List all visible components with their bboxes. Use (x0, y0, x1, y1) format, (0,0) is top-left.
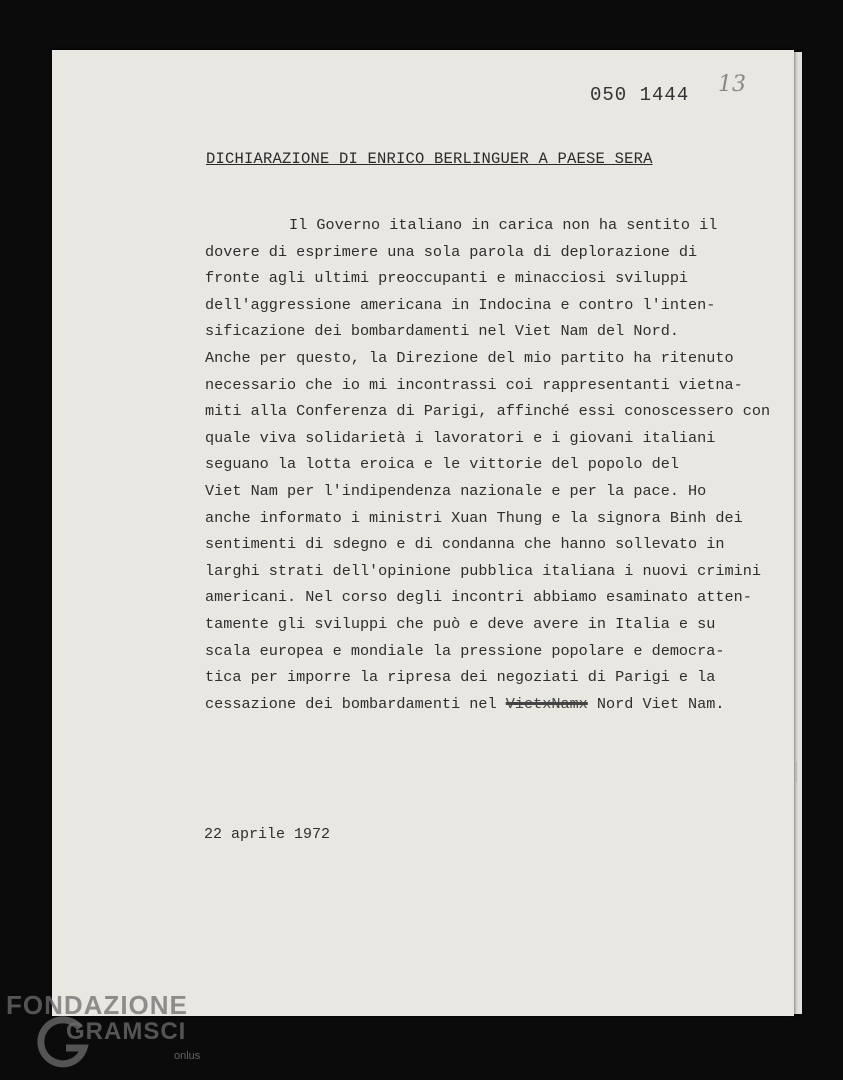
last-line-before: cessazione dei bombardamenti nel (205, 694, 506, 713)
body-line: Viet Nam per l'indipendenza nazionale e per la pace. Ho (205, 481, 707, 500)
watermark-line2: GRAMSCI (66, 1018, 187, 1045)
watermark-sub: onlus (174, 1050, 201, 1062)
body-line: americani. Nel corso degli incontri abbiamo esaminato atten- (205, 588, 752, 607)
body-line: larghi strati dell'opinione pubblica italiana i nuovi crimini (205, 561, 761, 580)
struck-out-text: VietxNamx (505, 694, 588, 713)
document-page (52, 50, 794, 1016)
body-line: dell'aggressione americana in Indocina e contro l'inten- (205, 295, 716, 314)
body-line: tica per imporre la ripresa dei negoziati di Parigi e la (205, 668, 716, 687)
body-line: sentimenti di sdegno e di condanna che hanno sollevato in (205, 535, 725, 554)
body-line: Anche per questo, la Direzione del mio partito ha ritenuto (205, 348, 734, 367)
last-line-after: Nord Viet Nam. (587, 694, 725, 713)
body-line: fronte agli ultimi preoccupanti e minacciosi sviluppi (205, 269, 689, 288)
body-line: anche informato i ministri Xuan Thung e la signora Binh dei (205, 508, 743, 527)
handwritten-page-number: 13 (718, 72, 746, 97)
document-body (205, 212, 795, 717)
body-line: sificazione dei bombardamenti nel Viet Nam del Nord. (205, 322, 679, 341)
body-line: tamente gli sviluppi che può e deve avere in Italia e su (205, 614, 716, 633)
body-line: miti alla Conferenza di Parigi, affinché essi conoscessero con (205, 402, 771, 421)
watermark-logo (6, 990, 226, 1080)
document-title: DICHIARAZIONE DI ENRICO BERLINGUER A PAESE SERA (206, 150, 653, 168)
body-line-last (205, 691, 795, 718)
body-line: quale viva solidarietà i lavoratori e i giovani italiani (205, 428, 716, 447)
body-line: dovere di esprimere una sola parola di deplorazione di (205, 242, 698, 261)
body-line: scala europea e mondiale la pressione popolare e democra- (205, 641, 725, 660)
pencil-mark (796, 762, 797, 782)
body-line: seguano la lotta eroica e le vittorie del popolo del (205, 455, 679, 474)
watermark-line1: FONDAZIONE (6, 990, 188, 1020)
body-line: necessario che io mi incontrassi coi rappresentanti vietna- (205, 375, 743, 394)
body-line: Il Governo italiano in carica non ha sentito il (289, 216, 718, 234)
archive-code: 050 1444 (590, 84, 690, 106)
document-date: 22 aprile 1972 (204, 826, 331, 843)
